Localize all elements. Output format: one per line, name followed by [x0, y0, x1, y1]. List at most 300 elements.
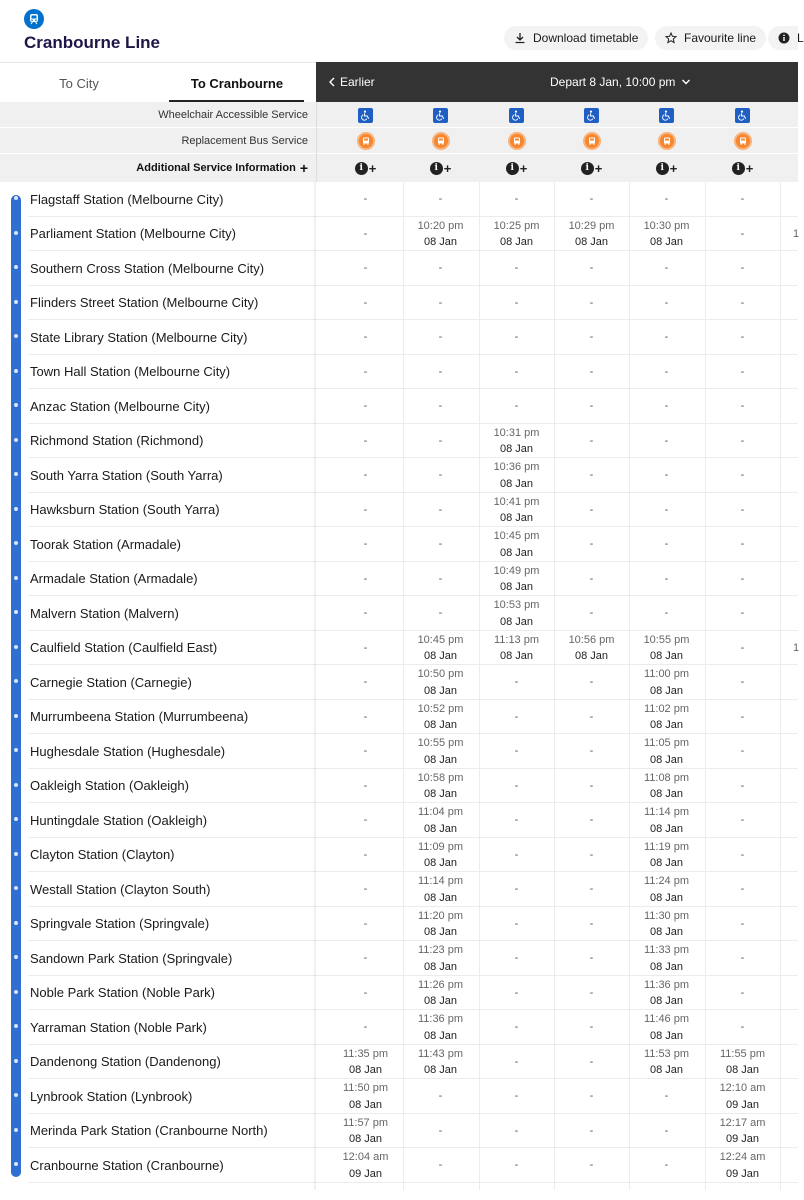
- no-service-dash: -: [363, 434, 368, 447]
- no-service-dash: -: [664, 538, 669, 550]
- time-cell: [328, 217, 403, 252]
- time-cell: [629, 631, 704, 666]
- station-row[interactable]: [0, 700, 316, 735]
- no-service-dash: -: [589, 1124, 594, 1137]
- no-service-dash: -: [438, 434, 443, 447]
- time-cell: [705, 1045, 780, 1080]
- time-cell: [479, 1114, 554, 1149]
- no-service-dash: -: [589, 607, 594, 619]
- no-service-dash: -: [514, 848, 519, 861]
- no-service-dash: -: [664, 1124, 669, 1137]
- replacement-bus-row: [0, 128, 798, 154]
- time-cell: [705, 458, 780, 493]
- no-service-dash: -: [363, 848, 368, 861]
- station-name: State Library Station (Melbourne City): [30, 329, 248, 345]
- station-row[interactable]: [0, 872, 316, 907]
- station-stop-dot: [14, 783, 18, 787]
- tab-to-city[interactable]: To City: [59, 75, 99, 91]
- timetable-row: [316, 1010, 798, 1045]
- bus-icon: [734, 132, 752, 150]
- departure-time: 11:23 pm: [417, 944, 464, 956]
- wheelchair-label: Wheelchair Accessible Service: [158, 109, 308, 121]
- time-cell: [479, 941, 554, 976]
- station-row[interactable]: [0, 527, 316, 562]
- time-cell: [705, 872, 780, 907]
- info-plus-icon: i +: [656, 161, 678, 176]
- time-cell: [629, 320, 704, 355]
- no-service-dash: -: [514, 331, 519, 343]
- departure-date: 08 Jan: [423, 650, 458, 662]
- no-service-dash: -: [664, 331, 669, 343]
- time-cell: [705, 907, 780, 942]
- no-service-dash: -: [514, 365, 519, 378]
- time-cell: [479, 665, 554, 700]
- wheelchair-cell: [629, 102, 704, 128]
- time-cell: [479, 182, 554, 217]
- favourite-line-button[interactable]: [655, 26, 766, 50]
- replacement-bus-cell: [479, 128, 554, 154]
- no-service-dash: -: [514, 986, 519, 999]
- no-service-dash: -: [740, 227, 745, 240]
- time-cell: [403, 217, 478, 252]
- departure-time: 11:33 pm: [643, 944, 690, 956]
- time-cell: [403, 320, 478, 355]
- time-cell: [403, 838, 478, 873]
- wheelchair-icon: [584, 108, 599, 123]
- time-cell: [629, 1114, 704, 1149]
- time-cell: [479, 631, 554, 666]
- departure-time: 11:35 pm: [342, 1047, 389, 1060]
- time-cell: [554, 251, 629, 286]
- departure-date: 09 Jan: [348, 1167, 383, 1180]
- departure-date: 08 Jan: [649, 960, 684, 973]
- time-cell: [403, 1045, 478, 1080]
- time-cell: [705, 182, 780, 217]
- timetable-row: [316, 320, 798, 355]
- additional-info-toggle[interactable]: [136, 155, 308, 181]
- station-name: Richmond Station (Richmond): [30, 433, 204, 449]
- replacement-bus-cell: [554, 128, 629, 154]
- station-name: Oakleigh Station (Oakleigh): [30, 778, 189, 794]
- time-cell: [705, 596, 780, 631]
- time-cell: [705, 1010, 780, 1045]
- timetable-row: [316, 562, 798, 597]
- no-service-dash: -: [589, 917, 594, 930]
- time-cell: [705, 976, 780, 1011]
- time-cell: [554, 182, 629, 217]
- station-row[interactable]: [0, 424, 316, 459]
- download-icon: [514, 32, 526, 44]
- time-cell: [403, 803, 478, 838]
- time-cell: [554, 320, 629, 355]
- time-cell: [328, 596, 403, 631]
- time-cell: [328, 838, 403, 873]
- station-stop-dot: [14, 576, 18, 580]
- station-row[interactable]: [0, 1079, 316, 1114]
- departure-time: 12:17 am: [719, 1116, 766, 1129]
- time-cell: [328, 976, 403, 1011]
- time-cell: [629, 217, 704, 252]
- time-cell: [403, 1148, 478, 1183]
- station-row[interactable]: [0, 1114, 316, 1149]
- station-name: Noble Park Station (Noble Park): [30, 985, 215, 1001]
- time-cell: [554, 217, 629, 252]
- station-row[interactable]: [0, 769, 316, 804]
- tab-to-cranbourne[interactable]: To Cranbourne: [158, 63, 316, 103]
- additional-info-button[interactable]: [479, 155, 554, 181]
- departure-date: 08 Jan: [348, 1133, 383, 1145]
- time-cell: [705, 424, 780, 459]
- departure-time: 10:29 pm: [568, 219, 615, 232]
- no-service-dash: -: [740, 193, 745, 205]
- station-row[interactable]: [0, 286, 316, 321]
- no-service-dash: -: [514, 1124, 519, 1137]
- no-service-dash: -: [589, 1021, 594, 1033]
- bus-icon: [658, 132, 676, 150]
- departure-time: 11:09 pm: [417, 840, 464, 853]
- download-timetable-button[interactable]: [504, 26, 648, 50]
- no-service-dash: -: [363, 503, 368, 516]
- time-cell: [705, 527, 780, 562]
- departure-date: 08 Jan: [649, 1029, 684, 1042]
- departure-time: 11:08 pm: [643, 771, 690, 784]
- plus-icon: +: [299, 160, 308, 176]
- time-cell: [554, 286, 629, 321]
- time-cell: [629, 458, 704, 493]
- no-service-dash: -: [363, 227, 368, 240]
- earlier-button[interactable]: [328, 62, 375, 102]
- time-cell: [554, 355, 629, 390]
- station-name: Town Hall Station (Melbourne City): [30, 364, 231, 380]
- departure-date: 08 Jan: [649, 1064, 684, 1076]
- departure-date: 08 Jan: [649, 236, 684, 248]
- more-info-button[interactable]: [768, 26, 804, 50]
- time-cell: [403, 907, 478, 942]
- no-service-dash: -: [664, 400, 669, 412]
- station-row[interactable]: [0, 1010, 316, 1045]
- no-service-dash: -: [740, 469, 745, 481]
- no-service-dash: -: [363, 710, 368, 723]
- time-cell: [629, 838, 704, 873]
- no-service-dash: -: [740, 917, 745, 930]
- time-cell: [479, 355, 554, 390]
- station-stop-dot: [14, 1162, 18, 1166]
- departure-time: 12:24 am: [719, 1151, 766, 1163]
- time-cell: [629, 941, 704, 976]
- time-cell: [403, 251, 478, 286]
- additional-info-button[interactable]: [554, 155, 629, 181]
- time-cell: [479, 217, 554, 252]
- replacement-bus-cell: [629, 128, 704, 154]
- time-cell: [554, 838, 629, 873]
- time-cell: [479, 562, 554, 597]
- no-service-dash: -: [514, 1055, 519, 1068]
- timetable-row: [316, 1079, 798, 1114]
- no-service-dash: -: [363, 676, 368, 688]
- no-service-dash: -: [363, 779, 368, 792]
- no-service-dash: -: [740, 641, 745, 654]
- station-stop-dot: [14, 334, 18, 338]
- favourite-line-label: Favourite line: [684, 31, 757, 45]
- departure-date: 08 Jan: [499, 650, 534, 662]
- departure-date: 08 Jan: [649, 650, 684, 662]
- station-row[interactable]: [0, 1045, 316, 1080]
- time-cell: [554, 700, 629, 735]
- no-service-dash: -: [438, 503, 443, 516]
- departure-time: 10:50 pm: [417, 668, 464, 680]
- time-cell: [479, 769, 554, 804]
- no-service-dash: -: [514, 917, 519, 930]
- time-cell: [328, 1010, 403, 1045]
- no-service-dash: -: [740, 1021, 745, 1033]
- no-service-dash: -: [740, 434, 745, 447]
- time-cell: [629, 527, 704, 562]
- station-row[interactable]: [0, 1148, 316, 1183]
- station-row[interactable]: [0, 251, 316, 286]
- timetable-row: [316, 355, 798, 390]
- station-name: Cranbourne Station (Cranbourne): [30, 1157, 224, 1173]
- station-row[interactable]: [0, 389, 316, 424]
- time-cell: [479, 389, 554, 424]
- time-cell: [705, 217, 780, 252]
- time-cell: [629, 907, 704, 942]
- no-service-dash: -: [438, 538, 443, 550]
- no-service-dash: -: [664, 193, 669, 205]
- departure-time: 10:31 pm: [493, 426, 540, 439]
- direction-tabs: [0, 62, 316, 102]
- no-service-dash: -: [740, 986, 745, 999]
- no-service-dash: -: [363, 917, 368, 930]
- time-cell: [403, 700, 478, 735]
- no-service-dash: -: [363, 538, 368, 550]
- station-row[interactable]: [0, 355, 316, 390]
- no-service-dash: -: [589, 538, 594, 550]
- time-cell: [705, 941, 780, 976]
- station-row[interactable]: [0, 217, 316, 252]
- no-service-dash: -: [514, 1021, 519, 1033]
- departure-time: 11:13 pm: [493, 633, 540, 646]
- no-service-dash: -: [514, 262, 519, 274]
- no-service-dash: -: [589, 1055, 594, 1068]
- departure-date: 08 Jan: [649, 891, 684, 904]
- depart-time-label: Depart 8 Jan, 10:00 pm: [550, 75, 676, 89]
- no-service-dash: -: [363, 400, 368, 412]
- time-cell: [554, 1148, 629, 1183]
- departure-date: 08 Jan: [649, 684, 684, 697]
- departure-date: 08 Jan: [649, 857, 684, 869]
- station-row[interactable]: [0, 803, 316, 838]
- time-cell: [705, 769, 780, 804]
- departure-date: 08 Jan: [499, 512, 534, 524]
- wheelchair-cell: [403, 102, 478, 128]
- no-service-dash: -: [438, 469, 443, 481]
- timetable-row: [316, 217, 798, 252]
- departure-time: 11:50 pm: [342, 1082, 389, 1094]
- time-cell: [328, 941, 403, 976]
- depart-time-dropdown[interactable]: [550, 62, 691, 102]
- departure-time: 11:19 pm: [643, 840, 690, 853]
- no-service-dash: -: [664, 262, 669, 274]
- station-row[interactable]: [0, 596, 316, 631]
- train-logo-icon: [24, 9, 44, 29]
- no-service-dash: -: [589, 193, 594, 205]
- info-separator: [316, 102, 317, 182]
- station-stop-dot: [14, 541, 18, 545]
- no-service-dash: -: [589, 296, 594, 309]
- no-service-dash: -: [740, 400, 745, 412]
- no-service-dash: -: [438, 262, 443, 274]
- time-cell: [403, 182, 478, 217]
- station-stop-dot: [14, 886, 18, 890]
- station-row[interactable]: [0, 838, 316, 873]
- station-name: Malvern Station (Malvern): [30, 605, 179, 621]
- time-cell: [705, 700, 780, 735]
- no-service-dash: -: [740, 710, 745, 723]
- station-stop-dot: [14, 438, 18, 442]
- time-cell: [554, 976, 629, 1011]
- time-cell: [629, 251, 704, 286]
- no-service-dash: -: [514, 296, 519, 309]
- page-title: Cranbourne Line: [24, 33, 161, 52]
- no-service-dash: -: [589, 331, 594, 343]
- time-cell: [403, 355, 478, 390]
- wheelchair-cell: [479, 102, 554, 128]
- additional-info-button[interactable]: [328, 155, 403, 181]
- departure-date: 08 Jan: [423, 926, 458, 938]
- no-service-dash: -: [438, 1124, 443, 1137]
- no-service-dash: -: [664, 434, 669, 447]
- additional-info-button[interactable]: [629, 155, 704, 181]
- no-service-dash: -: [740, 814, 745, 826]
- station-row[interactable]: [0, 631, 316, 666]
- departure-time: 10:55 pm: [417, 737, 464, 749]
- time-cell: [629, 1010, 704, 1045]
- time-cell: [705, 1114, 780, 1149]
- time-cell: [629, 700, 704, 735]
- station-row[interactable]: [0, 493, 316, 528]
- no-service-dash: -: [740, 745, 745, 757]
- station-name: Southern Cross Station (Melbourne City): [30, 260, 265, 276]
- departure-time: 12:10 am: [719, 1082, 766, 1094]
- time-cell: [479, 976, 554, 1011]
- departure-date: 08 Jan: [499, 615, 534, 628]
- time-cell: [479, 320, 554, 355]
- no-service-dash: -: [363, 296, 368, 309]
- departure-time: 10:55 pm: [643, 633, 690, 646]
- departure-time: 11:55 pm: [719, 1047, 766, 1060]
- no-service-dash: -: [589, 503, 594, 516]
- departure-time: 10:25 pm: [493, 219, 540, 232]
- station-stop-dot: [14, 610, 18, 614]
- departure-date: 08 Jan: [423, 995, 458, 1007]
- no-service-dash: -: [740, 848, 745, 861]
- departure-date: 09 Jan: [725, 1098, 760, 1111]
- time-cell: [554, 665, 629, 700]
- time-cell: [705, 320, 780, 355]
- time-cell: [554, 596, 629, 631]
- station-row[interactable]: [0, 182, 316, 217]
- time-cell: [479, 872, 554, 907]
- departure-date: 09 Jan: [725, 1167, 760, 1180]
- additional-info-button[interactable]: [705, 155, 780, 181]
- wheelchair-cell: [705, 102, 780, 128]
- time-cell: [629, 769, 704, 804]
- station-row[interactable]: [0, 458, 316, 493]
- no-service-dash: -: [664, 296, 669, 309]
- next-column-peek: 1: [793, 227, 800, 240]
- time-cell: [554, 562, 629, 597]
- time-cell: [328, 182, 403, 217]
- timetable-row: [316, 1045, 798, 1080]
- time-cell: [479, 838, 554, 873]
- wheelchair-icon: [735, 108, 750, 123]
- no-service-dash: -: [664, 365, 669, 378]
- time-cell: [479, 458, 554, 493]
- timetable-row: [316, 458, 798, 493]
- time-cell: [629, 286, 704, 321]
- station-row[interactable]: [0, 734, 316, 769]
- time-cell: [403, 734, 478, 769]
- additional-info-button[interactable]: [403, 155, 478, 181]
- departure-time: 11:14 pm: [643, 806, 690, 818]
- no-service-dash: -: [438, 1159, 443, 1171]
- wheelchair-icon: [509, 108, 524, 123]
- departure-date: 08 Jan: [574, 236, 609, 248]
- time-cell: [403, 424, 478, 459]
- station-row[interactable]: [0, 320, 316, 355]
- departure-time: 11:36 pm: [643, 978, 690, 991]
- no-service-dash: -: [514, 400, 519, 412]
- station-row[interactable]: [0, 665, 316, 700]
- timetable-row: [316, 803, 798, 838]
- next-column-peek: 1: [793, 641, 800, 654]
- no-service-dash: -: [514, 779, 519, 792]
- station-stop-dot: [14, 231, 18, 235]
- station-row[interactable]: [0, 941, 316, 976]
- time-cell: [328, 803, 403, 838]
- time-cell: [403, 458, 478, 493]
- time-cell: [554, 389, 629, 424]
- departure-date: 08 Jan: [423, 1064, 458, 1076]
- time-cell: [629, 976, 704, 1011]
- station-row[interactable]: [0, 907, 316, 942]
- station-name: Flagstaff Station (Melbourne City): [30, 191, 224, 207]
- departure-time: 11:53 pm: [643, 1047, 690, 1060]
- more-info-label: L: [797, 31, 804, 45]
- info-icon: [778, 32, 790, 44]
- departure-date: 08 Jan: [423, 719, 458, 731]
- station-row[interactable]: [0, 562, 316, 597]
- no-service-dash: -: [363, 365, 368, 378]
- time-cell: [554, 1010, 629, 1045]
- no-service-dash: -: [589, 814, 594, 826]
- time-cell: [328, 493, 403, 528]
- timetable-row: [316, 251, 798, 286]
- time-cell: [629, 562, 704, 597]
- time-cell: [554, 424, 629, 459]
- departure-time: 11:20 pm: [417, 909, 464, 922]
- station-row[interactable]: [0, 976, 316, 1011]
- departure-date: 08 Jan: [423, 684, 458, 697]
- departure-date: 08 Jan: [499, 546, 534, 559]
- no-service-dash: -: [438, 572, 443, 585]
- station-name: Yarraman Station (Noble Park): [30, 1019, 207, 1035]
- departure-date: 08 Jan: [423, 788, 458, 800]
- time-cell: [629, 424, 704, 459]
- no-service-dash: -: [589, 469, 594, 481]
- departure-date: 08 Jan: [649, 926, 684, 938]
- station-stop-dot: [14, 1128, 18, 1132]
